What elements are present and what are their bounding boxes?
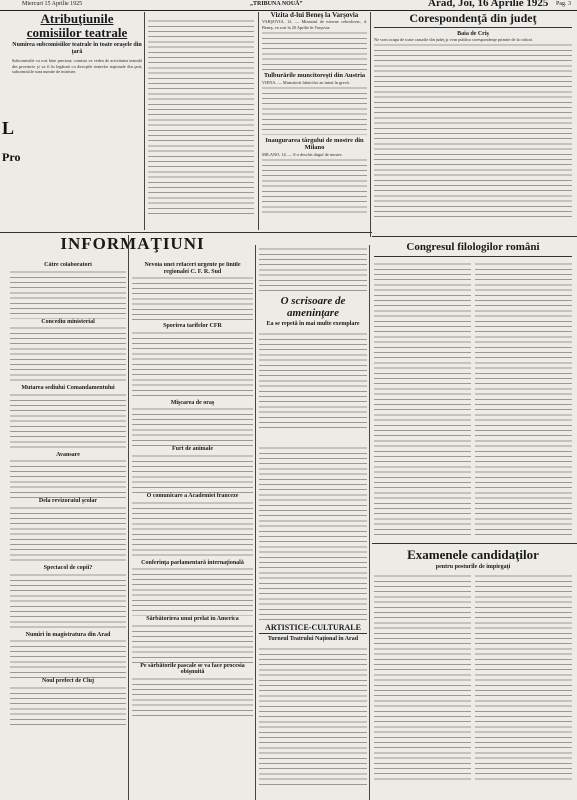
- article-title: Inaugurarea târgului de mostre din Milano: [265, 137, 364, 151]
- margin-stamp: Pro: [2, 150, 21, 164]
- article-body: Subcomisiile cu rost bine precizat; comisia va vedea de activitatea teatrală din provincie şi va fi în legătură cu direcţiile teatrelor naţionale din ţară; subcomisiile sunt numite de minister.: [12, 58, 142, 75]
- article-title: Examenele candidaţilor: [407, 548, 539, 562]
- info-item-title: Către colaboratori: [44, 262, 92, 268]
- info-item-title: Sărbătorirea unui prelat în America: [146, 616, 239, 623]
- article-scrisoare: [259, 296, 367, 441]
- header-right: Arad, Joi, 16 Aprilie 1925: [428, 0, 549, 9]
- header-center: „TRIBUNA NOUĂ”: [250, 1, 303, 7]
- article-title: Vizita d-lui Beneş la Varşovia: [270, 12, 359, 19]
- article-lead: VARŞOVIA, 12. — Ministrul de externe cehoslovac, d. Beneş, va sosi la 20 Aprilie în Varşovia.: [262, 19, 367, 30]
- margin-stamp: L: [2, 118, 15, 138]
- article-corespondenta: [374, 12, 572, 234]
- article-subtitle: Baia de Criş: [457, 30, 489, 37]
- article-title: Tulburările muncitoreşti din Austria: [263, 71, 366, 79]
- info-item-title: Furt de animale: [172, 446, 213, 453]
- article-scrisoare-continued: [259, 445, 367, 620]
- article-examenele: [374, 548, 572, 800]
- section-rule: [372, 543, 577, 544]
- article-title: Atribuţiunile comisiilor teatrale: [26, 12, 128, 40]
- article-title: Congresul filologilor români: [374, 242, 572, 257]
- info-item-title: Conferinţa parlamentară internaţională: [141, 559, 244, 566]
- page-header: [0, 0, 577, 11]
- info-item-title: Nevoia unei refaceri urgente pe liniile regionalei C. F. R. Sud: [144, 262, 241, 275]
- info-item-title: Avansare: [56, 451, 80, 458]
- article-lead: MILANO, 14. — S-a deschis târgul de mostre.: [262, 151, 343, 157]
- info-item-title: Pe sărbătorile pascale se va face procesia obişnuită: [140, 662, 245, 676]
- info-item-title: Sporirea tarifelor CFR: [163, 323, 222, 330]
- article-congresul: [374, 242, 572, 542]
- info-item-title: Mişcarea de oraş: [170, 399, 215, 406]
- info-item-title: Mutarea sediului Comandamentului: [21, 385, 115, 392]
- column-rule: [144, 12, 145, 230]
- section-rule: [0, 232, 372, 233]
- article-subtitle: Turneul Teatrului Naţional în Arad: [267, 636, 359, 643]
- article-body-continued: [148, 18, 254, 218]
- article-title: Corespondenţă din judeţ: [374, 12, 572, 28]
- article-subtitle: Ea se repetă în mai multe exemplare: [266, 321, 360, 328]
- header-page: Pag. 3: [556, 1, 571, 7]
- info-item-title: Numiri în magistratura din Arad: [25, 631, 111, 638]
- column-rule: [255, 245, 256, 800]
- column-rule: [258, 12, 259, 230]
- info-item-title: Noul prefect de Cluj: [41, 678, 95, 685]
- section-rule: [372, 236, 577, 237]
- info-item-title: Concediu ministerial: [41, 318, 95, 325]
- article-subtitle: Numirea subcomisiilor teatrale în toate oraşele din ţară: [12, 42, 142, 55]
- article-comisiile-teatrale: [12, 12, 142, 230]
- info-item-title: O comunicare a Academiei franceze: [146, 492, 239, 499]
- column-rule: [369, 245, 370, 800]
- section-title: INFORMAŢIUNI: [60, 235, 205, 253]
- info-item-title: Spectacol de copii?: [43, 564, 93, 571]
- column-rule: [128, 235, 129, 800]
- info-column-1: [10, 262, 126, 800]
- article-milano-continued: [259, 246, 367, 294]
- article-body: Ne vom ocupa de toate cazurile din judeţ şi vom publica corespondenţe primite de la cititori.: [374, 37, 534, 43]
- article-title: O scrisoare de ameninţare: [280, 296, 346, 319]
- info-column-2: [132, 262, 253, 800]
- article-title: ARTISTICE-CULTURALE: [259, 624, 367, 634]
- column-international: [262, 12, 367, 232]
- column-rule: [370, 12, 371, 237]
- header-left: Miercuri 15 Aprilie 1925: [22, 1, 83, 7]
- section-informatiuni: [10, 235, 255, 257]
- article-lead: VIENA. — Muncitorii fabricilor au intrat în grevă.: [262, 79, 350, 85]
- article-artistice: [259, 624, 367, 800]
- article-subtitle: pentru posturile de impiegaţi: [435, 563, 511, 570]
- info-item-title: Dela revizoratul şcolar: [38, 498, 98, 505]
